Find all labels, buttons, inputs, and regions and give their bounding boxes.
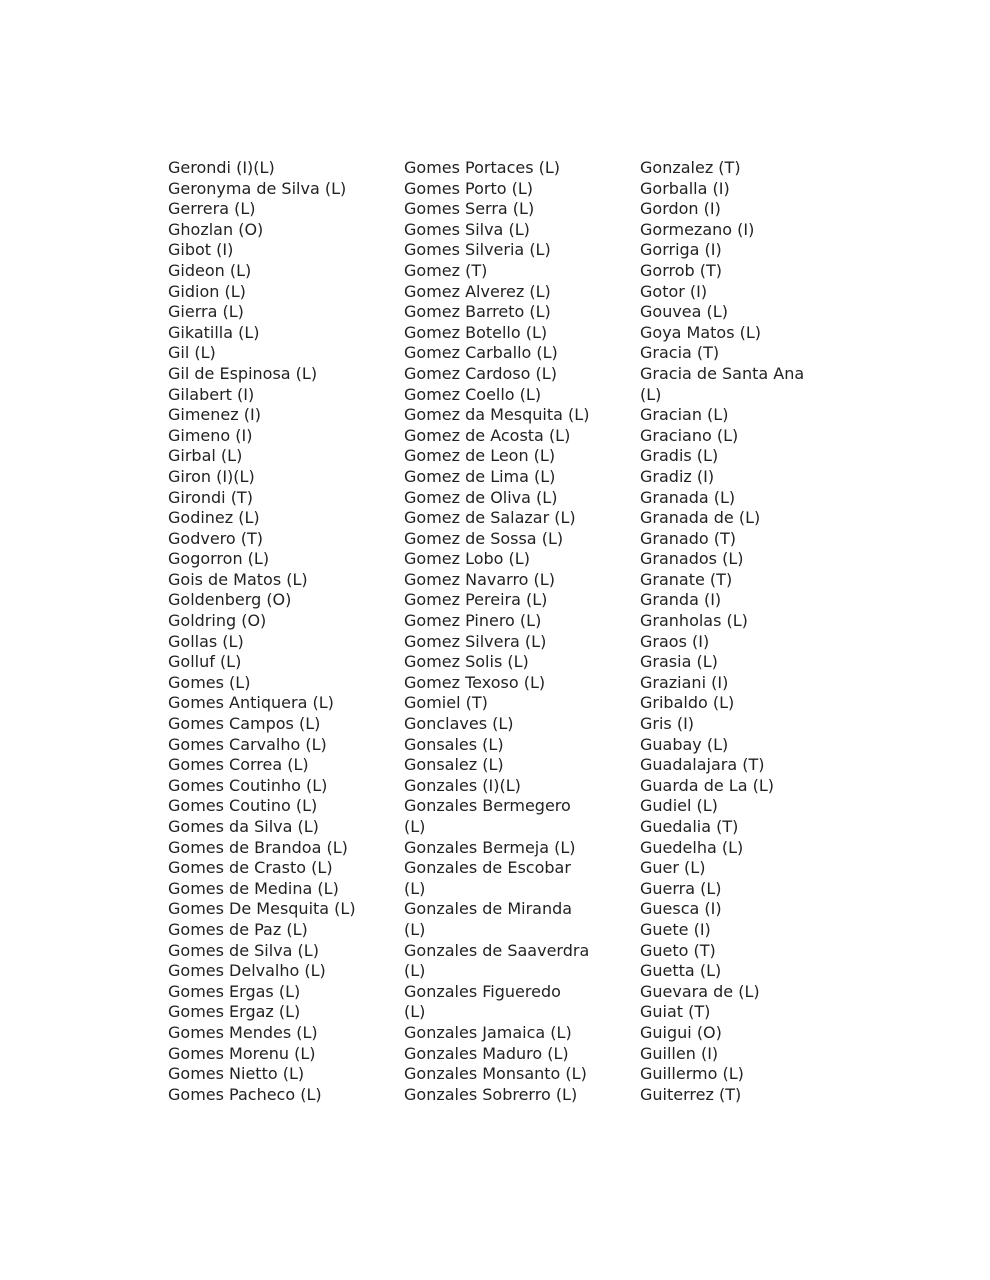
surname-entry: Gomez Cardoso (L) [404,363,557,383]
surname-entry: Gomes (L) [168,672,251,692]
surname-entry: Gouvea (L) [640,302,728,322]
surname-entry: Gomes Delvalho (L) [168,961,326,981]
surname-entry: Gormezano (I) [640,219,755,239]
surname-entry: Gomez Carballo (L) [404,343,558,363]
surname-entry: Gomes Ergaz (L) [168,1002,301,1022]
surname-entry: Gomes Coutino (L) [168,796,318,816]
surname-entry: Gomes da Silva (L) [168,817,319,836]
surname-entry: Gomes de Paz (L) [168,919,308,939]
surname-entry: Gomez (T) [404,260,488,280]
surname-entry: Guabay (L) [640,734,729,754]
surname-entry: Gomes de Crasto (L) [168,858,333,878]
surname-entry: Gomez de Leon (L) [404,446,556,466]
surname-entry: Gracia (T) [640,343,720,363]
name-column-1 [168,158,388,1105]
surname-entry: Gil de Espinosa (L) [168,363,318,383]
surname-entry: Graos (I) [640,631,710,651]
surname-entry: Gideon (L) [168,260,252,280]
surname-entry: Guiat (T) [640,1002,711,1022]
surname-entry: Gomez de Sossa (L) [404,528,564,548]
surname-entry: Granado (T) [640,528,737,548]
surname-entry: Gotor (I) [640,281,708,301]
surname-entry: Gonzales Figueredo (L) [404,981,561,1022]
surname-entry: Gomes Nietto (L) [168,1064,305,1084]
surname-entry: Gomez Solis (L) [404,652,529,672]
surname-entry: Gonzales Monsanto (L) [404,1064,587,1084]
surname-entry: Granados (L) [640,549,744,569]
surname-entry: Gonzales (I)(L) [404,775,521,795]
surname-entry: Graziani (I) [640,672,729,692]
surname-entry: Guesca (I) [640,899,722,919]
surname-entry: Guillen (I) [640,1043,719,1063]
surname-entry: Gomes Silva (L) [404,219,530,239]
surname-entry: Gomes Serra (L) [404,199,535,219]
surname-entry: Gomes Mendes (L) [168,1022,318,1042]
surname-entry: Granda (I) [640,590,722,610]
surname-entry: Gudiel (L) [640,796,718,816]
surname-entry: Gimenez (I) [168,405,261,425]
surname-entry: Gonzales de Miranda (L) [404,899,573,939]
surname-entry: Gomez Silvera (L) [404,631,547,651]
surname-entry: Guerra (L) [640,878,722,898]
surname-entry: Gonsales (L) [404,734,504,754]
surname-entry: Gomes Porto (L) [404,178,534,198]
surname-entry: Gonzales de Saaverdra (L) [404,940,590,981]
surname-entry: Godinez (L) [168,508,260,528]
surname-entry: Gikatilla (L) [168,322,260,342]
surname-entry: Goya Matos (L) [640,322,762,342]
surname-entry: Gonzales de Escobar (L) [404,858,571,898]
surname-entry: Gomes de Silva (L) [168,940,319,960]
surname-entry: Guevara de (L) [640,981,760,1001]
surname-entry: Gollas (L) [168,631,244,651]
surname-entry: Girondi (T) [168,487,253,507]
surname-entry: Guarda de La (L) [640,775,774,795]
surname-entry: Gonzales Jamaica (L) [404,1022,572,1042]
surname-entry: Goldring (O) [168,611,267,631]
surname-entry: Gonzales Bermeja (L) [404,837,576,857]
surname-entry: Gracian (L) [640,405,729,425]
surname-entry: Granada (L) [640,487,736,507]
surname-entry: Gerrera (L) [168,199,256,219]
surname-entry: Gidion (L) [168,281,246,301]
surname-entry: Gradiz (I) [640,466,715,486]
name-column-3 [640,158,860,1105]
surname-entry: Guillermo (L) [640,1064,744,1084]
surname-entry: Gomez Alverez (L) [404,281,551,301]
surname-entry: Gomez Navarro (L) [404,569,555,589]
surname-entry: Gomez Pereira (L) [404,590,548,610]
surname-entry: Gomes Ergas (L) [168,981,301,1001]
surname-entry: Gonzales Sobrerro (L) [404,1084,578,1104]
surname-entry: Guedelha (L) [640,837,744,857]
surname-entry: Gomez de Oliva (L) [404,487,558,507]
surname-entry: Gris (I) [640,714,695,734]
name-column-2 [404,158,624,1105]
surname-entry: Gomes de Brandoa (L) [168,837,348,857]
surname-entry: Gomes Portaces (L) [404,158,561,177]
surname-entry: Guiterrez (T) [640,1084,742,1104]
surname-entry: Gomes Carvalho (L) [168,734,327,754]
surname-entry: Grasia (L) [640,652,718,672]
surname-entry: Golluf (L) [168,652,242,672]
surname-entry: Gibot (I) [168,240,234,260]
surname-entry: Graciano (L) [640,425,739,445]
surname-entry: Gomes Correa (L) [168,755,309,775]
surname-entry: Gilabert (I) [168,384,255,404]
surname-entry: Gonzalez (T) [640,158,741,177]
surname-entry: Gil (L) [168,343,216,363]
surname-entry: Granada de (L) [640,508,761,528]
surname-entry: Gomes Pacheco (L) [168,1084,322,1104]
surname-entry: Guetta (L) [640,961,722,981]
surname-entry: Gomiel (T) [404,693,488,713]
surname-entry: Guadalajara (T) [640,755,765,775]
surname-entry: Gomez da Mesquita (L) [404,405,590,425]
surname-entry: Gomez Texoso (L) [404,672,546,692]
surname-entry: Granate (T) [640,569,733,589]
surname-entry: Geronyma de Silva (L) [168,178,347,198]
surname-entry: Gomes Coutinho (L) [168,775,328,795]
surname-entry: Gonzales Bermegero (L) [404,796,571,836]
surname-entry: Gomez Coello (L) [404,384,542,404]
surname-entry: Gomes de Medina (L) [168,878,339,898]
surname-entry: Godvero (T) [168,528,264,548]
surname-entry: Gomes Antiquera (L) [168,693,334,713]
surname-entry: Gorriga (I) [640,240,722,260]
surname-entry: Gomez de Lima (L) [404,466,556,486]
surname-entry: Gerondi (I)(L) [168,158,275,177]
surname-entry: Guigui (O) [640,1022,722,1042]
surname-entry: Gomez de Acosta (L) [404,425,571,445]
surname-entry: Gribaldo (L) [640,693,735,713]
surname-entry: Gimeno (I) [168,425,253,445]
surname-entry: Gordon (I) [640,199,721,219]
surname-entry: Gomez Barreto (L) [404,302,551,322]
surname-entry: Gueto (T) [640,940,716,960]
surname-entry: Gracia de Santa Ana (L) [640,363,805,404]
surname-entry: Gomes Campos (L) [168,714,321,734]
surname-entry: Gomez Lobo (L) [404,549,530,569]
surname-entry: Gonzales Maduro (L) [404,1043,569,1063]
surname-entry: Girbal (L) [168,446,243,466]
surname-entry: Gomez Pinero (L) [404,611,542,631]
surname-entry: Gomes Silveria (L) [404,240,551,260]
surname-entry: Gomez de Salazar (L) [404,508,576,528]
surname-entry: Gorballa (I) [640,178,730,198]
surname-entry: Granholas (L) [640,611,748,631]
surname-entry: Gierra (L) [168,302,244,322]
surname-entry: Gorrob (T) [640,260,722,280]
surname-entry: Gomes De Mesquita (L) [168,899,356,919]
surname-entry: Guer (L) [640,858,706,878]
surname-entry: Gonclaves (L) [404,714,514,734]
surname-entry: Goldenberg (O) [168,590,292,610]
surname-entry: Gomes Morenu (L) [168,1043,316,1063]
surname-entry: Gois de Matos (L) [168,569,308,589]
surname-entry: Gogorron (L) [168,549,270,569]
surname-entry: Gradis (L) [640,446,719,466]
surname-entry: Ghozlan (O) [168,219,264,239]
surname-entry: Guete (I) [640,919,711,939]
surname-entry: Guedalia (T) [640,817,739,836]
surname-entry: Giron (I)(L) [168,466,255,486]
surname-entry: Gonsalez (L) [404,755,504,775]
surname-entry: Gomez Botello (L) [404,322,548,342]
